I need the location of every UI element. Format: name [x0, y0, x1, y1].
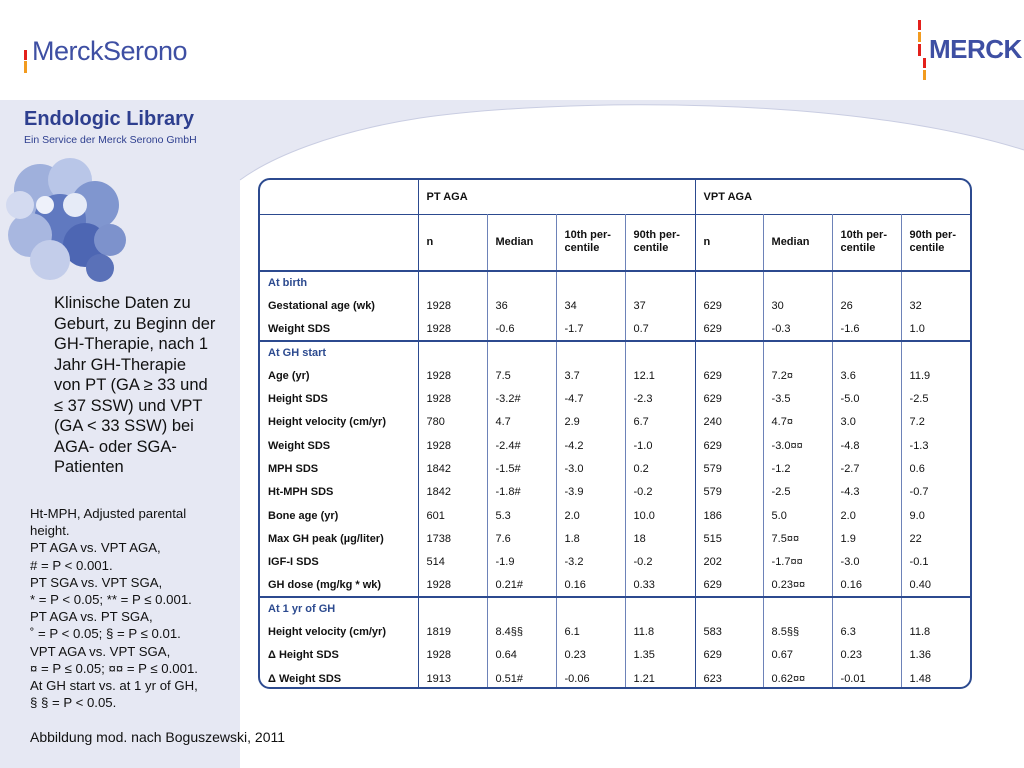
table-cell: 0.51# — [487, 667, 556, 689]
table-cell: 0.6 — [901, 457, 970, 480]
table-cell: 1928 — [418, 434, 487, 457]
table-cell: 1842 — [418, 481, 487, 504]
table-group-header — [260, 180, 970, 214]
table-cell: 1913 — [418, 667, 487, 689]
table-cell: 1.35 — [625, 644, 695, 667]
table-cell: 0.23 — [556, 644, 625, 667]
library-title: Endologic Library — [24, 108, 195, 130]
section-title: At 1 yr of GH — [260, 597, 418, 620]
table-cell: 2.9 — [556, 411, 625, 434]
description-line: GH-Therapie, nach 1 — [54, 335, 209, 353]
table-cell: 1928 — [418, 294, 487, 317]
row-label: MPH SDS — [268, 463, 319, 476]
footnote-line: # = P < 0.001. — [30, 557, 113, 573]
footnote-line: * = P < 0.05; ** = P ≤ 0.001. — [30, 592, 192, 608]
source-citation: Abbildung mod. nach Boguszewski, 2011 — [30, 729, 286, 745]
row-label: Bone age (yr) — [268, 509, 339, 522]
table-cell: 0.16 — [832, 574, 901, 597]
table-row — [260, 387, 970, 410]
table-cell: 7.6 — [487, 527, 556, 550]
table-cell: 579 — [695, 481, 763, 504]
table-cell: 0.62¤¤ — [763, 667, 832, 689]
table-cell: 629 — [695, 294, 763, 317]
group-header-vpt-aga: VPT AGA — [695, 180, 970, 214]
table-cell: 1.36 — [901, 644, 970, 667]
table-cell: 515 — [695, 527, 763, 550]
table-cell: 0.21# — [487, 574, 556, 597]
merck-logo — [918, 20, 1022, 82]
col-header-p90: 90th per- centile — [901, 214, 970, 271]
table-cell: 5.0 — [763, 504, 832, 527]
table-column-header — [260, 214, 970, 271]
merck-wordmark: MERCK — [929, 34, 1022, 64]
table-cell: 11.9 — [901, 364, 970, 387]
table-cell: -1.0 — [625, 434, 695, 457]
row-label: Δ Weight SDS — [268, 672, 342, 685]
table-cell: 623 — [695, 667, 763, 689]
table-cell: 2.0 — [832, 504, 901, 527]
table-cell: 7.2 — [901, 411, 970, 434]
table-cell: -1.6 — [832, 318, 901, 341]
table-cell: 0.23¤¤ — [763, 574, 832, 597]
section-title: At GH start — [260, 341, 418, 364]
row-label: Gestational age (wk) — [268, 299, 375, 312]
table-cell: 601 — [418, 504, 487, 527]
table-cell: -3.0 — [556, 457, 625, 480]
table-cell: -1.8# — [487, 481, 556, 504]
library-subtitle: Ein Service der Merck Serono GmbH — [24, 134, 197, 146]
table-cell: -0.3 — [763, 318, 832, 341]
table-cell: 3.6 — [832, 364, 901, 387]
section-header-row — [260, 597, 970, 620]
table-cell: 10.0 — [625, 504, 695, 527]
footnote-line: ¤ = P ≤ 0.05; ¤¤ = P ≤ 0.001. — [30, 660, 198, 676]
row-label: Weight SDS — [268, 322, 331, 335]
table-cell: 26 — [832, 294, 901, 317]
table-cell: 579 — [695, 457, 763, 480]
col-header-p10: 10th per- centile — [556, 214, 625, 271]
table-cell: 32 — [901, 294, 970, 317]
table-row — [260, 411, 970, 434]
section-header-row — [260, 341, 970, 364]
table-cell: 0.33 — [625, 574, 695, 597]
table-cell: -0.6 — [487, 318, 556, 341]
table-row — [260, 481, 970, 504]
table-row — [260, 551, 970, 574]
table-cell: 6.7 — [625, 411, 695, 434]
table-cell: 629 — [695, 644, 763, 667]
table-cell: 18 — [625, 527, 695, 550]
col-header-median: Median — [487, 214, 556, 271]
table-cell: -0.2 — [625, 551, 695, 574]
table-cell: 0.7 — [625, 318, 695, 341]
table-cell: 1928 — [418, 644, 487, 667]
row-label: Height velocity (cm/yr) — [268, 626, 386, 639]
table-cell: -2.5 — [901, 387, 970, 410]
col-header-p10: 10th per- centile — [832, 214, 901, 271]
table-cell: -0.2 — [625, 481, 695, 504]
table-cell: 0.67 — [763, 644, 832, 667]
section-title: At birth — [268, 277, 308, 290]
table-cell: -4.8 — [832, 434, 901, 457]
table-cell: 629 — [695, 574, 763, 597]
footnote-line: height. — [30, 523, 70, 539]
description-line: Patienten — [54, 458, 124, 476]
table-row — [260, 318, 970, 341]
table-cell: -0.06 — [556, 667, 625, 689]
row-label: Age (yr) — [268, 369, 310, 382]
table-cell: 1.48 — [901, 667, 970, 689]
description-line: Jahr GH-Therapie — [54, 355, 187, 374]
footnote-line: Ht-MPH, Adjusted parental — [30, 506, 187, 521]
description-line: (GA < 33 SSW) bei — [54, 417, 194, 435]
table-cell: -2.3 — [625, 387, 695, 410]
table-cell: -4.3 — [832, 481, 901, 504]
row-label: Height SDS — [268, 393, 328, 406]
row-label: Weight SDS — [268, 439, 331, 452]
table-cell: -1.9 — [487, 551, 556, 574]
table-row — [260, 457, 970, 480]
table-cell: -3.0¤¤ — [763, 434, 832, 457]
table-row — [260, 574, 970, 597]
table-cell: 1819 — [418, 620, 487, 643]
table-cell: 7.2¤ — [763, 364, 832, 387]
table-cell: -1.3 — [901, 434, 970, 457]
table-cell: 629 — [695, 364, 763, 387]
table-cell: 780 — [418, 411, 487, 434]
table-cell: 0.2 — [625, 457, 695, 480]
table-cell: 1928 — [418, 387, 487, 410]
table-cell: 1.9 — [832, 527, 901, 550]
table-cell: 186 — [695, 504, 763, 527]
table-cell: 240 — [695, 411, 763, 434]
table-cell: 30 — [763, 294, 832, 317]
table-cell: 2.0 — [556, 504, 625, 527]
row-label: Δ Height SDS — [268, 649, 339, 662]
table-cell: -4.2 — [556, 434, 625, 457]
table-cell: -4.7 — [556, 387, 625, 410]
row-label: IGF-I SDS — [268, 556, 319, 569]
footnote-line: PT AGA vs. PT SGA, — [30, 609, 153, 625]
footnotes — [30, 505, 240, 711]
clinical-data-table — [258, 178, 972, 689]
table-cell: -0.7 — [901, 481, 970, 504]
table-cell: 4.7 — [487, 411, 556, 434]
table-cell: -2.5 — [763, 481, 832, 504]
table-cell: 4.7¤ — [763, 411, 832, 434]
description-line: von PT (GA ≥ 33 und — [54, 376, 208, 394]
table-cell: -5.0 — [832, 387, 901, 410]
table-cell: 629 — [695, 434, 763, 457]
table-row — [260, 667, 970, 689]
table-row — [260, 364, 970, 387]
table-cell: 202 — [695, 551, 763, 574]
col-header-n: n — [695, 214, 763, 271]
row-label: GH dose (mg/kg * wk) — [268, 579, 382, 591]
table-cell: 3.7 — [556, 364, 625, 387]
row-label: Max GH peak (µg/liter) — [268, 532, 384, 545]
section-header-row — [260, 271, 970, 294]
table-cell: -3.9 — [556, 481, 625, 504]
footnote-line: VPT AGA vs. VPT SGA, — [30, 643, 171, 659]
table-cell: 8.4§§ — [487, 620, 556, 643]
table-cell: 7.5 — [487, 364, 556, 387]
table-cell: 7.5¤¤ — [763, 527, 832, 550]
table-cell: -0.01 — [832, 667, 901, 689]
table-cell: -1.2 — [763, 457, 832, 480]
table-cell: -2.7 — [832, 457, 901, 480]
table-cell: 8.5§§ — [763, 620, 832, 643]
table-cell: -0.1 — [901, 551, 970, 574]
table-row — [260, 644, 970, 667]
table-cell: 1.0 — [901, 318, 970, 341]
table-cell: 514 — [418, 551, 487, 574]
table-cell: 1.8 — [556, 527, 625, 550]
table-cell: 34 — [556, 294, 625, 317]
table-cell: -1.5# — [487, 457, 556, 480]
slide-description — [54, 293, 232, 478]
table-cell: 1928 — [418, 318, 487, 341]
table-cell: 3.0 — [832, 411, 901, 434]
table-cell: -2.4# — [487, 434, 556, 457]
table-cell: 629 — [695, 318, 763, 341]
description-line: AGA- oder SGA- — [54, 437, 177, 456]
table-cell: 1928 — [418, 364, 487, 387]
group-header-pt-aga: PT AGA — [418, 180, 695, 214]
col-header-n: n — [418, 214, 487, 271]
table-cell: 37 — [625, 294, 695, 317]
table-cell: -3.5 — [763, 387, 832, 410]
description-line: Klinische Daten zu — [54, 294, 191, 312]
footnote-line: PT AGA vs. VPT AGA, — [30, 540, 161, 556]
footnote-line: At GH start vs. at 1 yr of GH, — [30, 678, 198, 694]
table-cell: -1.7¤¤ — [763, 551, 832, 574]
table-cell: -3.2 — [556, 551, 625, 574]
footnote-line: § § = P < 0.05. — [30, 695, 117, 711]
table-cell: 11.8 — [901, 620, 970, 643]
footnote-line: PT SGA vs. VPT SGA, — [30, 574, 163, 590]
table-cell: 0.64 — [487, 644, 556, 667]
col-header-median: Median — [763, 214, 832, 271]
table-row — [260, 620, 970, 643]
table-cell: 1738 — [418, 527, 487, 550]
table-row — [260, 294, 970, 317]
table-cell: 12.1 — [625, 364, 695, 387]
table-cell: 1928 — [418, 574, 487, 597]
footnote-line: ˚ = P < 0.05; § = P ≤ 0.01. — [30, 626, 181, 642]
table-cell: -1.7 — [556, 318, 625, 341]
table-cell: -3.0 — [832, 551, 901, 574]
table-cell: 1.21 — [625, 667, 695, 689]
table-cell: -3.2# — [487, 387, 556, 410]
table-cell: 0.40 — [901, 574, 970, 597]
description-line: Geburt, zu Beginn der — [54, 314, 216, 333]
row-label: Height velocity (cm/yr) — [268, 416, 386, 429]
table-cell: 583 — [695, 620, 763, 643]
row-label: Ht-MPH SDS — [268, 486, 334, 499]
table-cell: 36 — [487, 294, 556, 317]
table-cell: 0.16 — [556, 574, 625, 597]
description-line: ≤ 37 SSW) und VPT — [54, 396, 203, 415]
table-cell: 1842 — [418, 457, 487, 480]
table-cell: 629 — [695, 387, 763, 410]
table-row — [260, 527, 970, 550]
table-cell: 5.3 — [487, 504, 556, 527]
table-row — [260, 434, 970, 457]
protein-structure-image — [0, 150, 140, 300]
table-cell: 6.1 — [556, 620, 625, 643]
merck-serono-wordmark: MerckSerono — [32, 36, 188, 66]
table-row — [260, 504, 970, 527]
table-cell: 0.23 — [832, 644, 901, 667]
col-header-p90: 90th per- centile — [625, 214, 695, 271]
table-cell: 11.8 — [625, 620, 695, 643]
table-cell: 9.0 — [901, 504, 970, 527]
table-cell: 6.3 — [832, 620, 901, 643]
table-cell: 22 — [901, 527, 970, 550]
